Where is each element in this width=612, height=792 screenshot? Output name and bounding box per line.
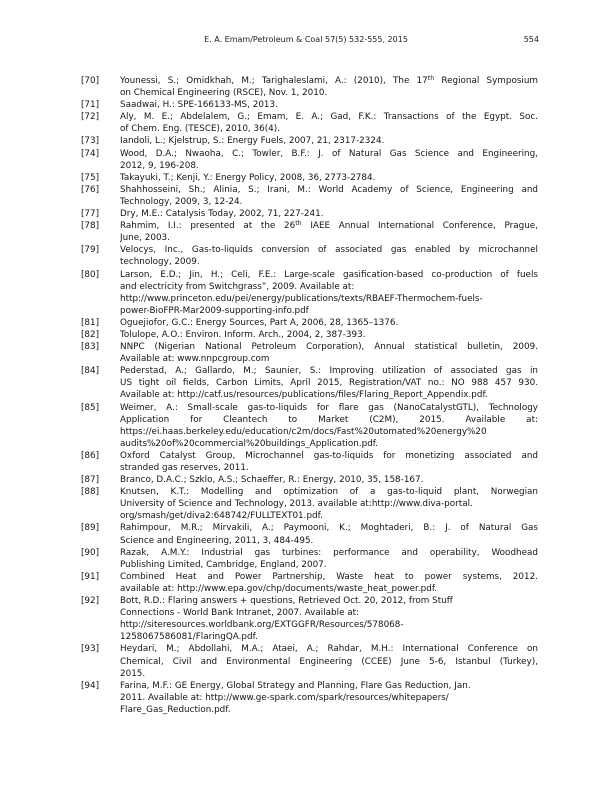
reference-line: Chemical, Civil and Environmental Engineering (CCEE) June 5-6, Istanbul (Turkey),	[120, 656, 538, 667]
reference-line: available at: http://www.epa.gov/chp/documents/waste_heat_power.pdf.	[120, 583, 438, 594]
reference-text	[120, 184, 538, 208]
reference-line: Aly, M. E.; Abdelalem, G.; Emam, E. A.; Gad, F.K.: Transactions of the Egypt. Soc.	[120, 112, 538, 123]
reference-line: Combined Heat and Power Partnership, Waste heat to power systems, 2012.	[120, 571, 538, 582]
reference-line: Weimer, A.: Small-scale gas-to-liquids for flare gas (NanoCatalystGTL), Technology	[120, 402, 538, 413]
reference-text	[120, 111, 538, 135]
reference-number: [89]	[81, 523, 100, 534]
reference-number: [75]	[81, 172, 100, 183]
reference-line: 1258067586081/FlaringQA.pdf.	[120, 632, 258, 643]
reference-line: https://ei.haas.berkeley.edu/education/c2m/docs/Fast%20utomated%20energy%20	[120, 426, 487, 437]
reference-item	[81, 269, 538, 317]
reference-item	[81, 595, 538, 643]
reference-line: http://www.princeton.edu/pei/energy/publications/texts/RBAEF-Thermochem-fuels-	[120, 293, 483, 304]
reference-text	[120, 365, 538, 401]
reference-line: on Chemical Engineering (RSCE), Nov. 1, 2010.	[120, 88, 328, 99]
reference-item	[81, 172, 538, 184]
reference-text	[120, 99, 538, 111]
reference-number: [94]	[81, 680, 100, 691]
reference-item	[81, 244, 538, 268]
reference-line: Razak, A.M.Y.: Industrial gas turbines: performance and operability, Woodhead	[120, 547, 538, 558]
reference-line: Rahimpour, M.R.; Mirvakili, A.; Paymooni, K.; Moghtaderi, B.: J. of Natural Gas	[120, 523, 538, 534]
reference-number: [82]	[81, 329, 100, 340]
page-header	[0, 34, 612, 46]
reference-line: Iandoli, L.; Kjelstrup, S.: Energy Fuels, 2007, 21, 2317-2324.	[120, 136, 385, 147]
reference-item	[81, 522, 538, 546]
reference-line: Publishing Limited, Cambridge, England, 2007.	[120, 559, 327, 570]
reference-line: Oguejiofor, G.C.: Energy Sources, Part A, 2006, 28, 1365–1376.	[120, 317, 399, 328]
reference-line: technology, 2009.	[120, 257, 200, 268]
reference-item	[81, 402, 538, 450]
reference-text	[120, 135, 538, 147]
reference-line: Larson, E.D.; Jin, H.; Celi, F.E.: Large-scale gasification-based co-production of fuels	[120, 269, 538, 280]
reference-item	[81, 329, 538, 341]
reference-item	[81, 317, 538, 329]
reference-number: [83]	[81, 342, 100, 353]
reference-number: [90]	[81, 547, 100, 558]
reference-number: [71]	[81, 100, 100, 111]
reference-line: Oxford Catalyst Group, Microchannel gas-to-liquids for monetizing associated and	[120, 450, 538, 461]
reference-number: [85]	[81, 402, 100, 413]
reference-text	[120, 244, 538, 268]
reference-text	[120, 148, 538, 172]
reference-text	[120, 522, 538, 546]
reference-line: Bott, R.D.: Flaring answers + questions, Retrieved Oct. 20, 2012, from Stuff	[120, 596, 453, 607]
reference-line: Pederstad, A.; Gallardo, M.; Saunier, S.: Improving utilization of associated gas in	[120, 366, 538, 377]
reference-line: and electricity from Switchgrass”, 2009. Available at:	[120, 281, 355, 292]
reference-line: Farina, M.F.: GE Energy, Global Strategy and Planning, Flare Gas Reduction, Jan.	[120, 680, 471, 691]
reference-line: Technology, 2009, 3, 12-24.	[120, 196, 243, 207]
reference-line: Wood, D.A.; Nwaoha, C.; Towler, B.F.: J. of Natural Gas Science and Engineering,	[120, 148, 538, 159]
reference-item	[81, 341, 538, 365]
reference-item	[81, 547, 538, 571]
reference-number: [77]	[81, 209, 100, 220]
page-number: 554	[523, 35, 539, 44]
reference-line: Branco, D.A.C.; Szklo, A.S.; Schaeffer, R.: Energy, 2010, 35, 158-167.	[120, 475, 424, 486]
reference-item	[81, 474, 538, 486]
reference-item	[81, 365, 538, 401]
superscript-text: th	[427, 75, 435, 82]
reference-number: [72]	[81, 112, 100, 123]
reference-line: audits%20of%20commercial%20buildings_Application.pdf.	[120, 438, 379, 449]
reference-item	[81, 184, 538, 208]
reference-text	[120, 341, 538, 365]
reference-text	[120, 329, 538, 341]
reference-line: power-BioFPR-Mar2009-supporting-info.pdf	[120, 305, 309, 316]
reference-item	[81, 680, 538, 716]
reference-item	[81, 99, 538, 111]
reference-line: 2012, 9, 196-208.	[120, 160, 199, 171]
reference-text	[120, 547, 538, 571]
reference-text	[120, 75, 538, 99]
reference-number: [80]	[81, 269, 100, 280]
reference-line: Shahhosseini, Sh.; Alinia, S.; Irani, M.: World Academy of Science, Engineering and	[120, 184, 538, 195]
reference-line: org/smash/get/diva2:648742/FULLTEXT01.pdf.	[120, 511, 323, 522]
reference-number: [91]	[81, 571, 100, 582]
reference-number: [73]	[81, 136, 100, 147]
reference-line: Application for Cleantech to Market (C2M), 2015. Available at:	[120, 414, 538, 425]
reference-number: [79]	[81, 245, 100, 256]
reference-text	[120, 595, 538, 643]
reference-line: 2015.	[120, 668, 146, 679]
reference-line: Velocys, Inc., Gas-to-liquids conversion of associated gas enabled by microchannel	[120, 245, 538, 256]
reference-line: Takayuki, T.; Kenji, Y.: Energy Policy, 2008, 36, 2773-2784.	[120, 172, 376, 183]
reference-line: Rahmim, I.I.: presented at the 26th IAEE Annual International Conference, Prague,	[120, 220, 538, 232]
references-list	[81, 75, 538, 716]
reference-line: Science and Engineering, 2011, 3, 484-495.	[120, 535, 314, 546]
reference-line: of Chem. Eng. (TESCE), 2010, 36(4).	[120, 124, 280, 135]
reference-number: [92]	[81, 596, 100, 607]
reference-line: Available at: www.nnpcgroup.com	[120, 354, 270, 365]
reference-line: Flare_Gas_Reduction.pdf.	[120, 704, 231, 715]
reference-number: [88]	[81, 487, 100, 498]
reference-line: NNPC (Nigerian National Petroleum Corporation), Annual statistical bulletin, 2009.	[120, 342, 538, 353]
reference-text	[120, 486, 538, 522]
reference-line: University of Science and Technology, 2013. available at:http://www.diva-portal.	[120, 499, 473, 510]
reference-number: [74]	[81, 148, 100, 159]
reference-line: Available at: http://catf.us/resources/publications/files/Flaring_Report_Appendix.pdf.	[120, 390, 488, 401]
reference-line: Heydari, M.; Abdollahi, M.A.; Ataei, A.; Rahdar, M.H.: International Conference on	[120, 644, 538, 655]
reference-text	[120, 680, 538, 716]
reference-number: [76]	[81, 184, 100, 195]
reference-text	[120, 450, 538, 474]
reference-line: Tolulope, A.O.: Environ. Inform. Arch., 2004, 2, 387-393.	[120, 329, 366, 340]
reference-number: [86]	[81, 450, 100, 461]
reference-text	[120, 474, 538, 486]
reference-item	[81, 135, 538, 147]
superscript-text: th	[295, 220, 302, 228]
reference-line: http://siteresources.worldbank.org/EXTGGFR/Resources/578068-	[120, 620, 404, 631]
reference-line: US tight oil fields, Carbon Limits, April 2015, Registration/VAT no.: NO 988 457 930.	[120, 378, 538, 389]
reference-item	[81, 643, 538, 679]
reference-line: Younessi, S.; Omidkhah, M.; Tarighaleslami, A.: (2010), The 17th Regional Symposium	[120, 75, 538, 86]
reference-line: Dry, M.E.: Catalysis Today, 2002, 71, 227-241.	[120, 209, 324, 220]
reference-text	[120, 402, 538, 450]
reference-item	[81, 220, 538, 244]
reference-item	[81, 111, 538, 135]
reference-text	[120, 220, 538, 244]
reference-item	[81, 571, 538, 595]
reference-line: June, 2003.	[120, 233, 170, 244]
reference-text	[120, 172, 538, 184]
reference-line: stranded gas reserves, 2011.	[120, 463, 249, 473]
reference-number: [81]	[81, 317, 100, 328]
reference-number: [78]	[81, 221, 100, 232]
reference-line: Saadwai, H.: SPE-166133-MS, 2013.	[120, 100, 278, 111]
reference-text	[120, 269, 538, 317]
reference-number: [93]	[81, 644, 100, 655]
reference-line: Connections - World Bank Intranet, 2007. Available at:	[120, 608, 360, 619]
reference-text	[120, 643, 538, 679]
reference-text	[120, 571, 538, 595]
reference-line: Knutsen, K.T.: Modelling and optimization of a gas-to-liquid plant, Norwegian	[120, 487, 538, 498]
reference-item	[81, 486, 538, 522]
reference-number: [87]	[81, 475, 100, 486]
running-title: E. A. Emam/Petroleum & Coal 57(5) 532-555, 2015	[204, 35, 408, 44]
reference-item	[81, 148, 538, 172]
reference-number: [84]	[81, 366, 100, 377]
reference-item	[81, 450, 538, 474]
reference-item	[81, 208, 538, 220]
reference-number: [70]	[81, 76, 100, 86]
reference-line: 2011. Available at: http://www.ge-spark.com/spark/resources/whitepapers/	[120, 692, 449, 703]
reference-item	[81, 75, 538, 99]
reference-text	[120, 317, 538, 329]
reference-text	[120, 208, 538, 220]
